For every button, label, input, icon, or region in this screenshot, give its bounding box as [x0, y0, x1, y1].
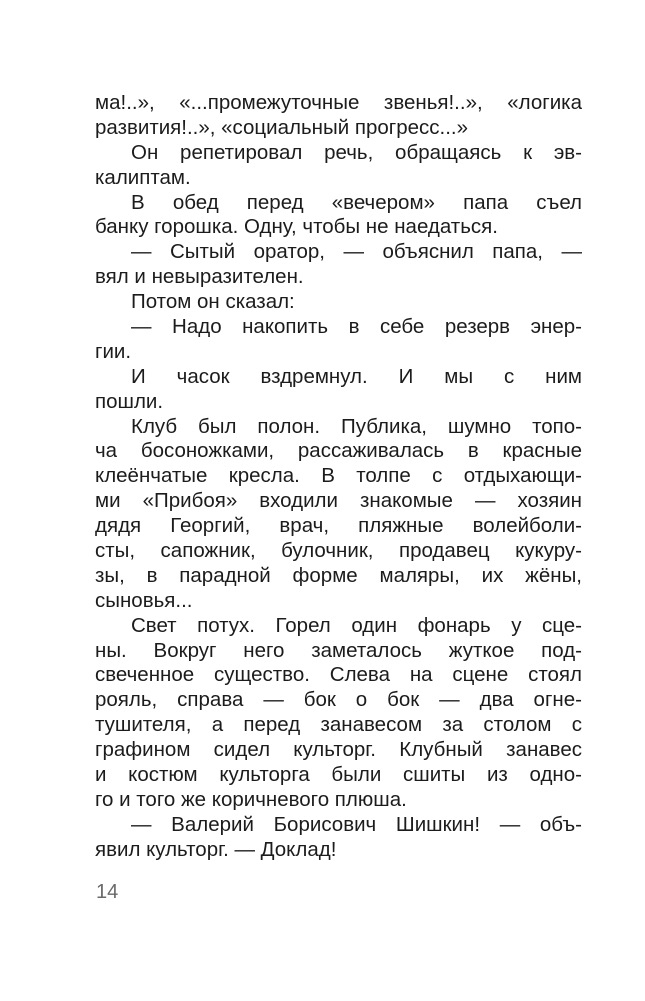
text-line: И часок вздремнул. И мы с ним	[131, 364, 582, 388]
text-line: В обед перед «вечером» папа съел	[131, 190, 582, 214]
text-line: сыновья...	[95, 588, 193, 612]
text-line: зы, в парадной форме маляры, их жёны,	[95, 563, 582, 587]
text-line: го и того же коричневого плюша.	[95, 787, 407, 811]
page-body-text	[95, 91, 582, 863]
text-line: — Сытый оратор, — объяснил папа, —	[131, 240, 582, 264]
page-number: 14	[96, 881, 119, 903]
text-line: рояль, справа — бок о бок — два огне-	[95, 688, 582, 712]
text-line: дядя Георгий, врач, пляжные волейболи-	[95, 514, 582, 538]
text-line: клеёнчатые кресла. В толпе с отдыхающи-	[95, 464, 582, 488]
text-line: — Надо накопить в себе резерв энер-	[131, 315, 582, 339]
text-line: банку горошка. Одну, чтобы не наедаться.	[95, 215, 498, 239]
text-line: явил культорг. — Доклад!	[95, 837, 337, 861]
text-line: ми «Прибоя» входили знакомые — хозяин	[95, 489, 582, 513]
text-line: пошли.	[95, 389, 164, 413]
text-line: ны. Вокруг него заметалось жуткое под-	[95, 638, 582, 662]
text-line: гии.	[95, 339, 132, 363]
text-line: — Валерий Борисович Шишкин! — объ-	[131, 812, 582, 836]
text-line: сты, сапожник, булочник, продавец кукуру-	[95, 539, 582, 563]
text-line: развития!..», «социальный прогресс...»	[95, 115, 469, 139]
text-line: графином сидел культорг. Клубный занавес	[95, 738, 582, 762]
text-line: Свет потух. Горел один фонарь у сце-	[131, 613, 582, 637]
text-line: калиптам.	[95, 165, 191, 189]
text-line: Потом он сказал:	[131, 290, 295, 314]
text-line: ма!..», «...промежуточные звенья!..», «логика	[95, 91, 582, 114]
text-line: и костюм культорга были сшиты из одно-	[95, 763, 582, 787]
text-line: Клуб был полон. Публика, шумно топо-	[131, 414, 582, 438]
text-line: свеченное существо. Слева на сцене стоял	[95, 663, 582, 687]
text-line: ча босоножками, рассаживалась в красные	[95, 439, 582, 463]
text-line: Он репетировал речь, обращаясь к эв-	[131, 140, 582, 164]
text-line: вял и невыразителен.	[95, 265, 304, 289]
text-line: тушителя, а перед занавесом за столом с	[95, 713, 582, 737]
